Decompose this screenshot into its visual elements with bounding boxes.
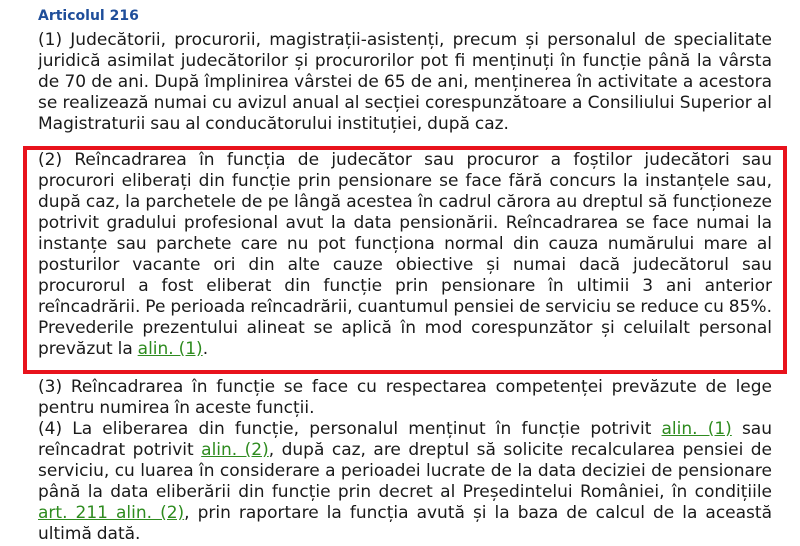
paragraph-4 xyxy=(38,419,772,545)
paragraph-4-text-1: (4) La eliberarea din funcție, personalul menținut în funcție potrivit xyxy=(38,419,662,439)
paragraph-2 xyxy=(38,150,772,360)
paragraph-1: (1) Judecătorii, procurorii, magistrații-asistenți, precum și personalul de specialitate juridică asimilat judecătorilor și procurorilor pot fi menținuți în funcție până la vârsta de 70 de ani. După împlinirea vârstei de 65 de ani, menținerea în activitate a acestora se realizează numai cu avizul anual al secției corespunzătoare a Consiliului Superior al Magistraturii sau al conducătorului instituției, după caz. xyxy=(38,30,772,134)
link-alin-1[interactable]: alin. (1) xyxy=(137,339,203,359)
paragraph-4-text-2: sau reîncadrat potrivit xyxy=(38,419,772,460)
paragraph-2-text: (2) Reîncadrarea în funcția de judecător sau procuror a foștilor judecători sau procurori eliberați din funcție prin pensionare se face fără concurs la instanțele sau, după caz, la parchetele de pe lângă acestea în cadrul cărora au dreptul să funcționeze potrivit gradului profesional avut la data pensionării. Reîncadrarea se face numai la instanțe sau parchete care nu pot funcționa normal din cauza numărului mare al posturilor vacante ori din alte cauze obiective și numai dacă judecătorul sau procurorul a fost eliberat din funcție prin pensionare în ultimii 3 ani anterior reîncadrării. Pe perioada reîncadrării, cuantumul pensiei de serviciu se reduce cu 85%. Prevederile prezentului alineat se aplică în mod corespunzător și celuilalt personal prevăzut la xyxy=(38,150,772,359)
paragraph-4-text-3: , după caz, are dreptul să solicite recalcularea pensiei de serviciu, cu luarea în considerare a perioadei lucrate de la data deciziei de pensionare până la data eliberării din funcție prin decret al Președintelui României, în condițiile xyxy=(38,440,773,502)
link-art-211-alin-2[interactable]: art. 211 alin. (2) xyxy=(38,503,185,523)
link-alin-2[interactable]: alin. (2) xyxy=(201,440,269,460)
paragraph-3: (3) Reîncadrarea în funcție se face cu respectarea competenței prevăzute de lege pentru numirea în aceste funcții. xyxy=(38,377,772,418)
link-alin-1[interactable]: alin. (1) xyxy=(661,419,732,439)
paragraph-4-text-4: , prin raportare la funcția avută și la baza de calcul de la această ultimă dată. xyxy=(38,503,772,544)
article-title: Articolul 216 xyxy=(38,8,139,24)
paragraph-2-end: . xyxy=(202,339,209,359)
